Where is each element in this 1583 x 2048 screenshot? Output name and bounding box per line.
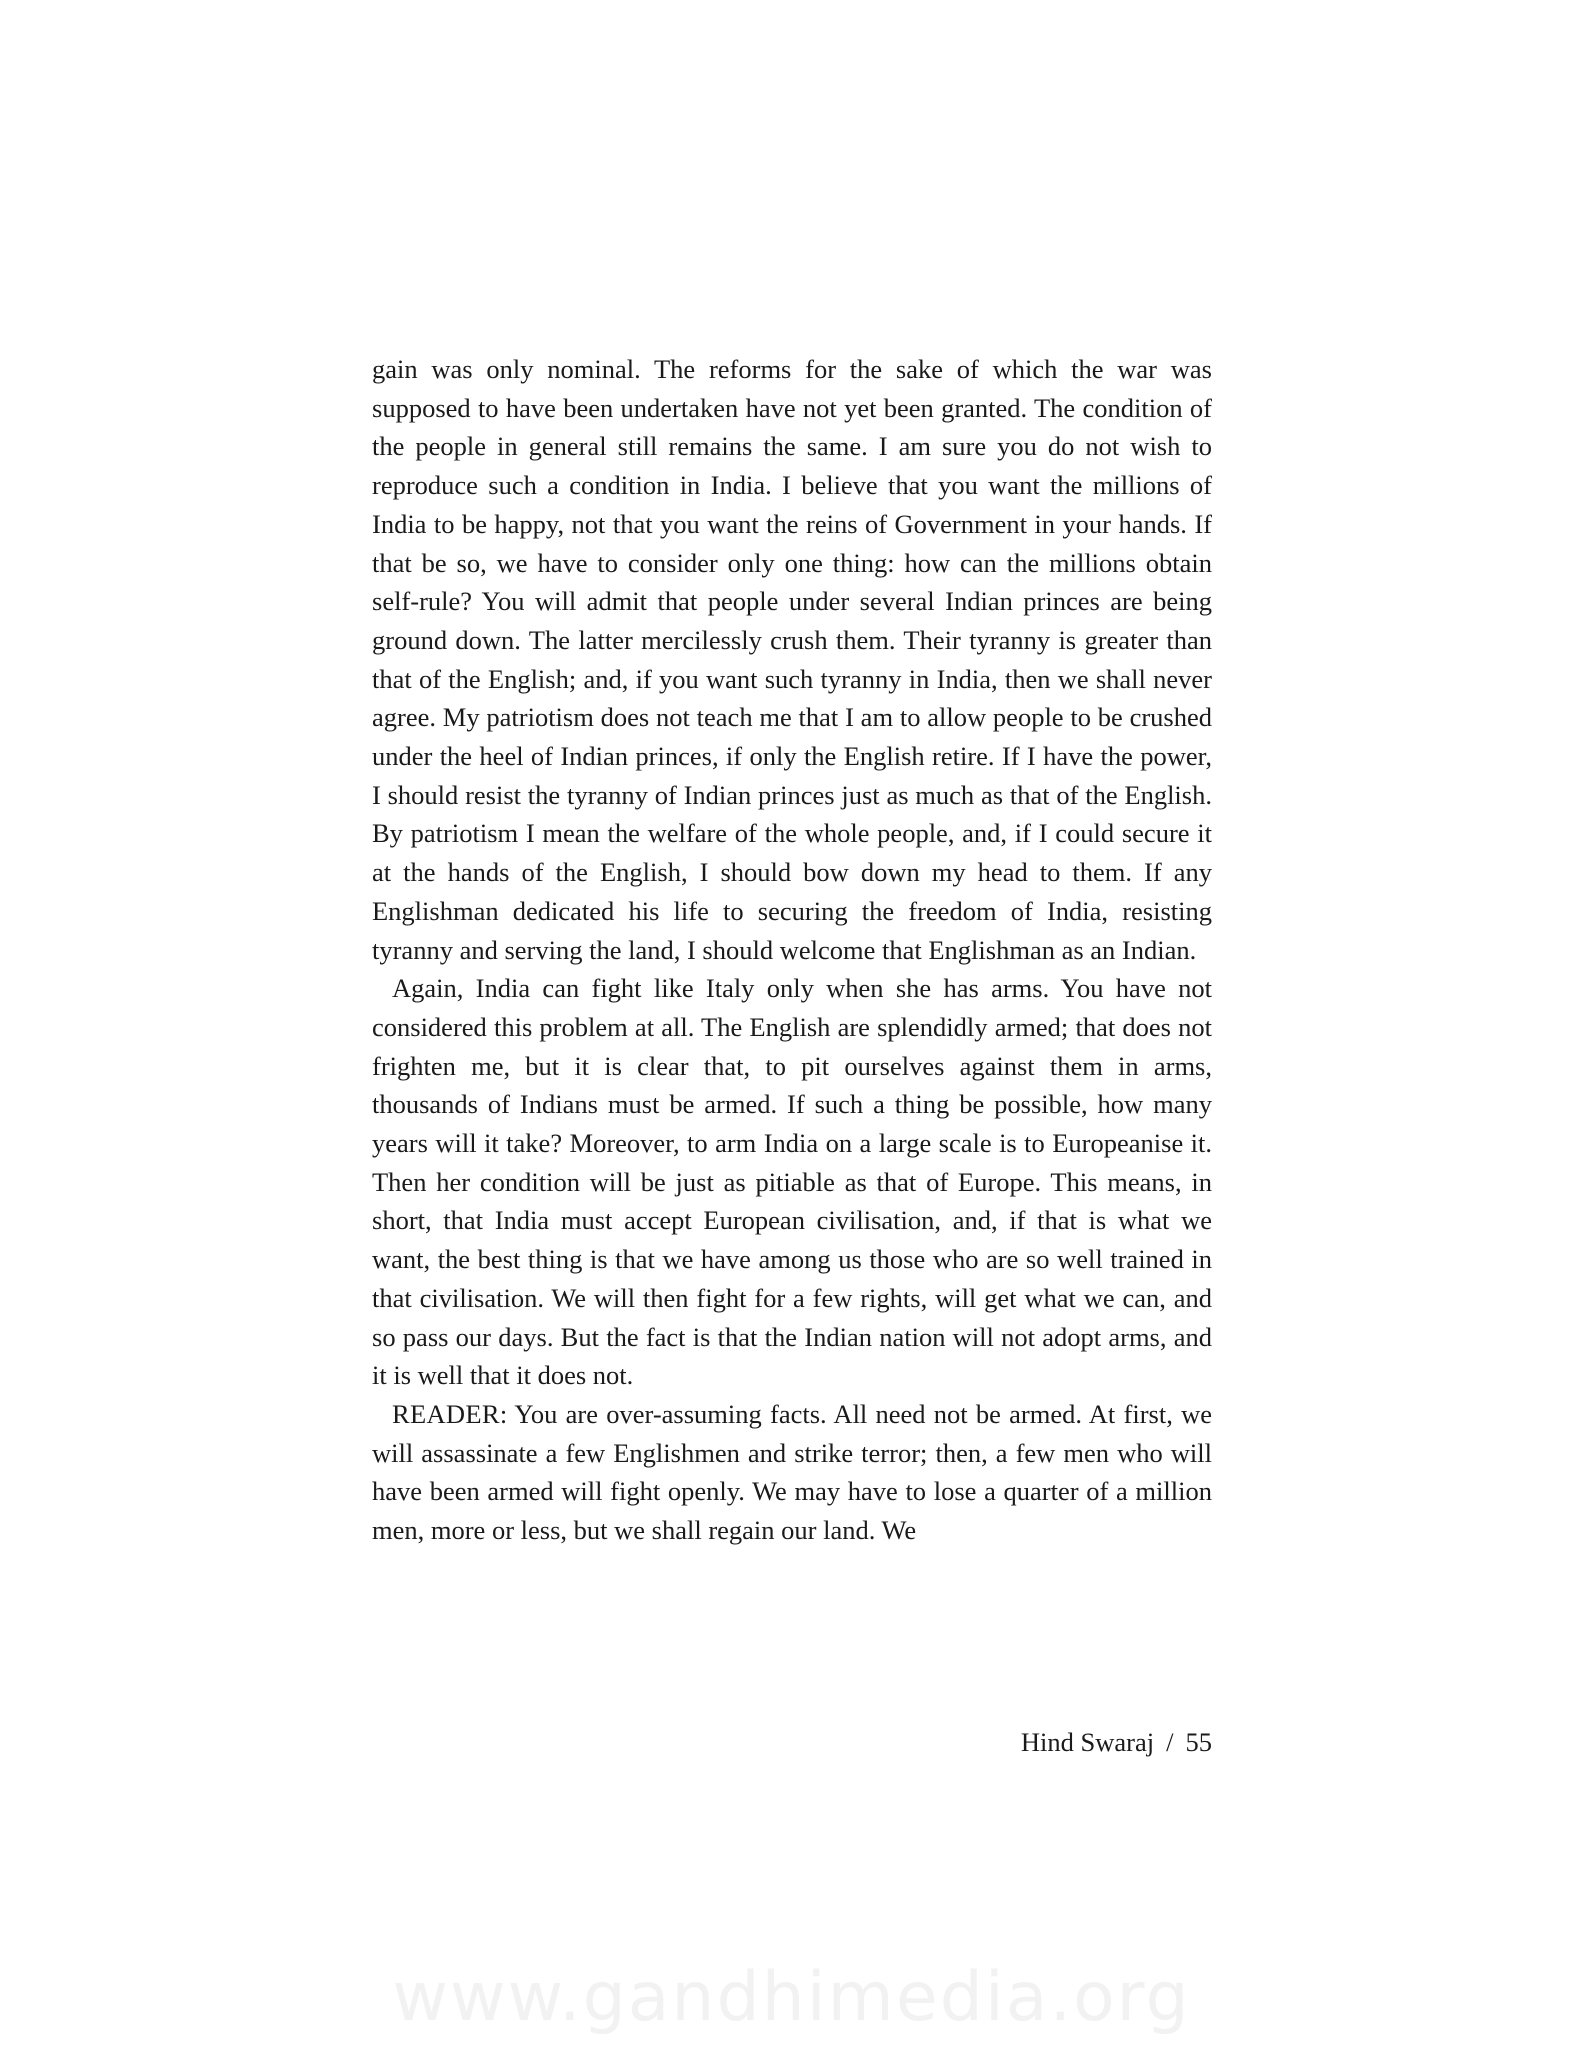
paragraph-continued: gain was only nominal. The reforms for the sake of which the war was supposed to have been undertaken have not yet been granted. The condition of the people in general still remains the same. I am sure you do not wish to reproduce such a condition in India. I believe that you want the millions of India to be happy, not that you want the reins of Government in your hands. If that be so, we have to consider only one thing: how can the millions obtain self-rule? You will admit that people under several Indian princes are being ground down. The latter mercilessly crush them. Their tyranny is greater than that of the English; and, if you want such tyranny in India, then we shall never agree. My patriotism does not teach me that I am to allow people to be crushed under the heel of Indian princes, if only the English retire. If I have the power, I should resist the tyranny of Indian princes just as much as that of the English. By patriotism I mean the welfare of the whole people, and, if I could secure it at the hands of the English, I should bow down my head to them. If any Englishman dedicated his life to securing the freedom of India, resisting tyranny and serving the land, I should welcome that Englishman as an Indian. — [372, 354, 1212, 965]
paragraph-arms: Again, India can fight like Italy only when she has arms. You have not considered this problem at all. The English are splendidly armed; that does not frighten me, but it is clear that, to pit ourselves against them in arms, thousands of Indians must be armed. If such a thing be possible, how many years will it take? Moreover, to arm India on a large scale is to Europeanise it. Then her condition will be just as pitiable as that of Europe. This means, in short, that India must accept European civilisation, and, if that is what we want, the best thing is that we have among us those who are so well trained in that civilisation. We will then fight for a few rights, will get what we can, and so pass our days. But the fact is that the Indian nation will not adopt arms, and it is well that it does not. — [372, 973, 1212, 1391]
watermark: www.gandhimedia.org — [392, 1958, 1191, 2037]
book-title: Hind Swaraj — [1020, 1727, 1155, 1757]
page-number: 55 — [1185, 1727, 1212, 1757]
body-text — [372, 350, 1212, 1550]
speaker-label: READER — [392, 1398, 500, 1429]
reader-speech: : You are over-assuming facts. All need not be armed. At first, we will assassinate a few Englishmen and strike terror; then, a few men who will have been armed will fight openly. We may have to lose a quarter of a million men, more or less, but we shall regain our land. We — [372, 1398, 1212, 1546]
footer-separator: / — [1166, 1727, 1174, 1757]
running-footer — [1021, 1727, 1212, 1758]
paragraph-reader — [372, 1395, 1212, 1550]
